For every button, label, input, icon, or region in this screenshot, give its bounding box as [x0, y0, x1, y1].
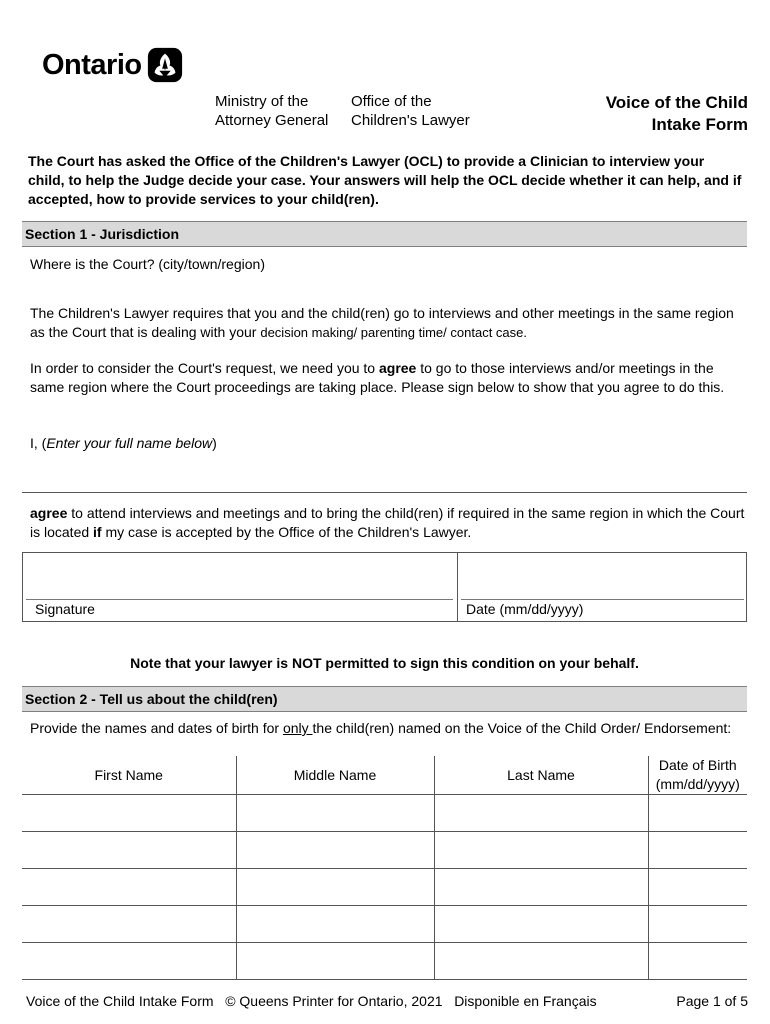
first-name-cell[interactable] [22, 943, 236, 980]
lawyer-note: Note that your lawyer is NOT permitted to sign this condition on your behalf. [130, 655, 639, 671]
ministry-name: Ministry of the Attorney General [215, 93, 329, 129]
full-name-input-line[interactable] [22, 492, 747, 493]
table-row [22, 943, 747, 980]
date-label: Date (mm/dd/yyyy) [466, 601, 584, 617]
first-name-cell[interactable] [22, 869, 236, 906]
date-of-birth-cell[interactable] [648, 832, 747, 869]
children-instructions: Provide the names and dates of birth for only the child(ren) named on the Voice of the Child Order/ Endorsement: [30, 720, 732, 736]
date-of-birth-cell[interactable] [648, 869, 747, 906]
table-row [22, 906, 747, 943]
column-first-name: First Name [22, 756, 236, 795]
agree-statement: agree to attend interviews and meetings and to bring the child(ren) if required in the same region in which the Court is located if my case is accepted by the Office of the Children's Lawyer. [30, 505, 745, 540]
middle-name-cell[interactable] [236, 795, 434, 832]
first-name-cell[interactable] [22, 906, 236, 943]
ontario-logo [42, 46, 184, 84]
form-title: Voice of the Child Intake Form [605, 93, 748, 134]
page-number: Page 1 of 5 [676, 993, 748, 1009]
middle-name-cell[interactable] [236, 943, 434, 980]
office-name: Office of the Children's Lawyer [351, 93, 470, 129]
intro-text: The Court has asked the Office of the Children's Lawyer (OCL) to provide a Clinician to interview your child, to help the Judge decide your case. Your answers will help the OCL decide whether it can help, and if accepted, how to provide services to your child(ren). [28, 153, 742, 207]
trillium-icon [146, 46, 184, 84]
last-name-cell[interactable] [434, 869, 648, 906]
agreement-paragraph: In order to consider the Court's request, we need you to agree to go to those interviews and/or meetings in the same region where the Court proceedings are taking place. Please sign below to show that you agree to do this. [30, 360, 725, 395]
jurisdiction-paragraph: The Children's Lawyer requires that you and the child(ren) go to interviews and other meetings in the same region as the Court that is dealing with your decision making/ parenting time/ contact case. [30, 305, 734, 340]
section-1-header: Section 1 - Jurisdiction [22, 221, 747, 247]
middle-name-cell[interactable] [236, 869, 434, 906]
section-2-header: Section 2 - Tell us about the child(ren) [22, 686, 747, 712]
children-table-header [22, 756, 747, 795]
date-of-birth-cell[interactable] [648, 795, 747, 832]
date-of-birth-cell[interactable] [648, 906, 747, 943]
column-last-name: Last Name [434, 756, 648, 795]
date-of-birth-cell[interactable] [648, 943, 747, 980]
children-table [22, 756, 747, 980]
date-field[interactable] [458, 553, 746, 599]
first-name-cell[interactable] [22, 795, 236, 832]
date-line [461, 599, 744, 600]
signature-line [26, 599, 453, 600]
footer-text: Voice of the Child Intake Form © Queens Printer for Ontario, 2021 Disponible en Français [26, 993, 597, 1009]
logo-wordmark: Ontario [42, 48, 142, 81]
court-location-label: Where is the Court? (city/town/region) [30, 256, 265, 272]
middle-name-cell[interactable] [236, 832, 434, 869]
last-name-cell[interactable] [434, 906, 648, 943]
last-name-cell[interactable] [434, 795, 648, 832]
last-name-cell[interactable] [434, 943, 648, 980]
middle-name-cell[interactable] [236, 906, 434, 943]
table-row [22, 795, 747, 832]
column-middle-name: Middle Name [236, 756, 434, 795]
column-date-of-birth: Date of Birth (mm/dd/yyyy) [648, 756, 747, 795]
first-name-cell[interactable] [22, 832, 236, 869]
signature-field[interactable] [23, 553, 456, 599]
table-row [22, 832, 747, 869]
table-row [22, 869, 747, 906]
full-name-label: I, (Enter your full name below) [30, 435, 217, 451]
signature-label: Signature [35, 601, 95, 617]
last-name-cell[interactable] [434, 832, 648, 869]
